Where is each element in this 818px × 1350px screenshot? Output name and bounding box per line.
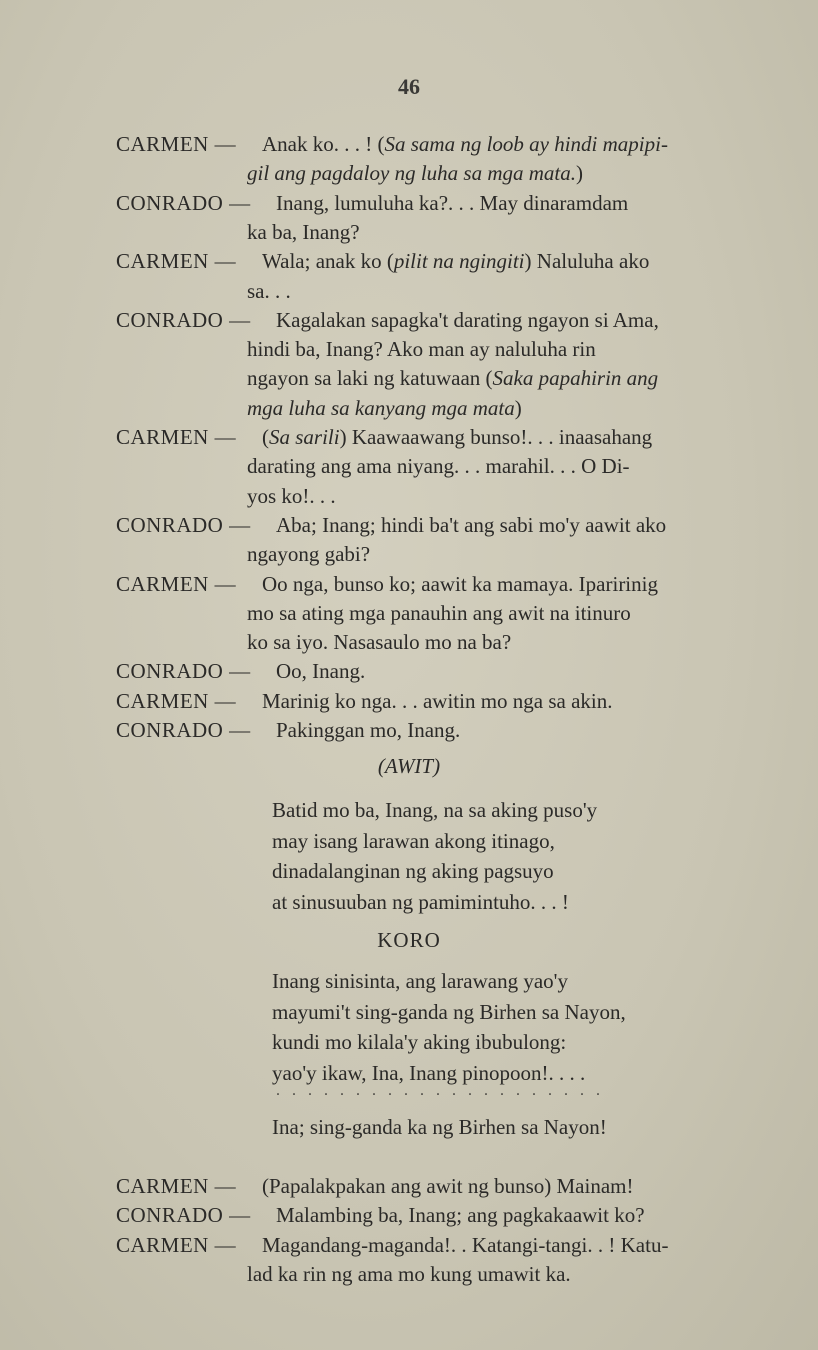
- stage-direction-text: Saka papahirin ang: [492, 366, 659, 391]
- dialogue-text: [247, 394, 522, 423]
- speech-text: ): [576, 161, 583, 186]
- speech-text: ) Kaawaawang bunso!. . . inaasahang: [339, 425, 653, 449]
- speech-text: ): [514, 395, 522, 420]
- song-heading: (AWIT): [377, 754, 441, 778]
- stage-direction-text: Sa sarili: [269, 425, 340, 449]
- dialogue-text: [262, 247, 649, 276]
- dialogue-text: [262, 687, 613, 716]
- dialogue-text: [247, 599, 631, 628]
- speech-text: Anak ko. . . ! (: [262, 132, 385, 156]
- speech-text: hindi ba, Inang? Ako man ay naluluha rin: [247, 337, 596, 362]
- stage-direction-text: Sa sama ng loob ay hindi mapipi-: [384, 132, 668, 156]
- speech-text: mo sa ating mga panauhin ang awit na itinuro: [247, 600, 631, 625]
- speech-text: darating ang ama niyang. . . marahil. . . O Di-: [247, 454, 630, 479]
- speaker-name: CONRADO —: [116, 659, 251, 684]
- stage-direction-text: pilit na ngingiti: [393, 249, 525, 274]
- speech-text: sa. . .: [247, 278, 291, 303]
- dialogue-text: [247, 277, 291, 306]
- dialogue-text: [262, 130, 668, 159]
- speech-text: ngayong gabi?: [247, 542, 371, 567]
- speaker-name: CONRADO —: [116, 512, 251, 537]
- dialogue-text: [247, 159, 583, 188]
- verse-line: dinadalanginan ng aking pagsuyo: [272, 859, 554, 883]
- verse-line: mayumi't sing-ganda ng Birhen sa Nayon,: [272, 999, 626, 1024]
- song-final-line: Ina; sing-ganda ka ng Birhen sa Nayon!: [272, 1115, 607, 1139]
- dialogue-text: [247, 482, 336, 511]
- dialogue-text: [247, 628, 511, 657]
- verse-line: Batid mo ba, Inang, na sa aking puso'y: [272, 798, 598, 822]
- speech-text: Kagalakan sapagka't darating ngayon si Ama,: [276, 307, 659, 332]
- speech-text: (: [262, 425, 269, 449]
- dialogue-text: [247, 218, 360, 247]
- dialogue-text: [262, 1172, 633, 1201]
- verse-line: kundi mo kilala'y aking ibubulong:: [272, 1030, 567, 1054]
- dialogue-text: [262, 1231, 668, 1260]
- dialogue-text: [276, 1201, 645, 1230]
- verse-line: Inang sinisinta, ang larawang yao'y: [272, 969, 568, 993]
- song-heading-text: AWIT: [384, 754, 434, 778]
- verse-line: at sinusuuban ng pamimintuho. . . !: [272, 889, 569, 914]
- speech-text: yos ko!. . .: [247, 483, 336, 508]
- speech-text: (Papalakpakan ang awit ng bunso) Mainam!: [262, 1174, 634, 1198]
- dialogue-text: [262, 570, 658, 599]
- speaker-name: CARMEN —: [116, 249, 237, 274]
- speaker-name: CONRADO —: [116, 307, 251, 332]
- verse-line: may isang larawan akong itinago,: [272, 828, 555, 853]
- speech-text: ka ba, Inang?: [247, 219, 360, 244]
- ellipsis-divider: . . . . . . . . . . . . . . . . . . . . .: [276, 1082, 604, 1099]
- stage-direction-text: mga luha sa kanyang mga mata: [247, 395, 515, 420]
- speaker-name: CONRADO —: [116, 718, 251, 742]
- dialogue-text: [247, 452, 630, 481]
- speech-text: ngayon sa laki ng katuwaan (: [247, 366, 493, 391]
- speech-text: Oo, Inang.: [276, 659, 366, 684]
- speaker-name: CONRADO —: [116, 1203, 251, 1228]
- speech-text: Marinig ko nga. . . awitin mo nga sa akin.: [262, 688, 613, 713]
- speech-text: Oo nga, bunso ko; aawit ka mamaya. Iparirinig: [262, 571, 658, 596]
- dialogue-text: [247, 364, 658, 393]
- speech-text: Inang, lumuluha ka?. . . May dinaramdam: [276, 190, 629, 215]
- speech-text: Pakinggan mo, Inang.: [276, 718, 461, 742]
- dialogue-text: [247, 540, 370, 569]
- speaker-name: CARMEN —: [116, 571, 237, 596]
- speaker-name: CARMEN —: [116, 1174, 237, 1198]
- speech-text: Malambing ba, Inang; ang pagkakaawit ko?: [276, 1203, 645, 1228]
- speaker-name: CARMEN —: [116, 688, 237, 713]
- dialogue-text: [247, 335, 596, 364]
- dialogue-text: [276, 306, 659, 335]
- speech-text: lad ka rin ng ama mo kung umawit ka.: [247, 1261, 571, 1286]
- speech-text: ko sa iyo. Nasasaulo mo na ba?: [247, 630, 512, 655]
- speech-text: ) Naluluha ako: [524, 249, 650, 274]
- dialogue-text: [276, 189, 628, 218]
- stage-direction-text: gil ang pagdaloy ng luha sa mga mata.: [247, 161, 576, 186]
- speaker-name: CONRADO —: [116, 190, 251, 215]
- dialogue-text: [276, 657, 365, 686]
- speaker-name: CARMEN —: [116, 1232, 237, 1257]
- speech-text: Aba; Inang; hindi ba't ang sabi mo'y aawit ako: [276, 512, 667, 537]
- dialogue-text: [262, 423, 652, 452]
- speech-text: Magandang-maganda!. . Katangi-tangi. . ! Katu-: [262, 1232, 669, 1257]
- speech-text: Wala; anak ko (: [262, 249, 394, 274]
- speaker-name: CARMEN —: [116, 132, 237, 156]
- dialogue-text: [276, 716, 460, 745]
- speaker-name: CARMEN —: [116, 425, 237, 449]
- dialogue-text: [276, 511, 666, 540]
- dialogue-text: [247, 1260, 571, 1289]
- page-number: 46: [398, 74, 420, 99]
- chorus-heading: KORO: [377, 928, 441, 952]
- verse-line: yao'y ikaw, Ina, Inang pinopoon!. . . .: [272, 1060, 586, 1085]
